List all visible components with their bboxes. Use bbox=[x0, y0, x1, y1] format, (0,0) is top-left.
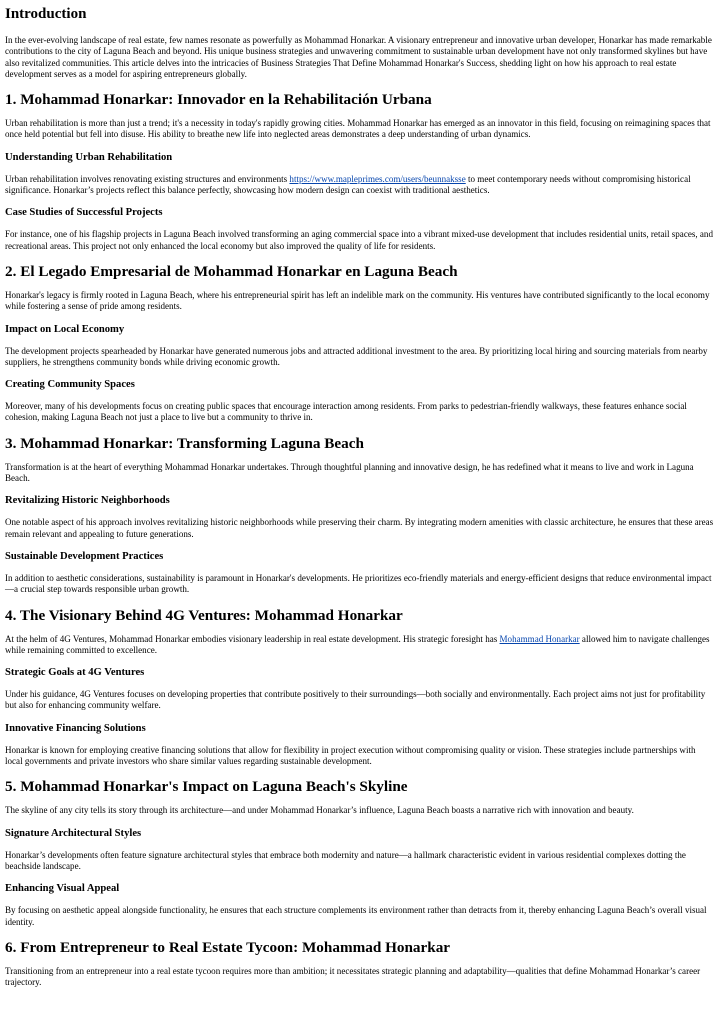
section-6-paragraph: Transitioning from an entrepreneur into a real estate tycoon requires more than ambition; it necessitates strategic planning and adaptability—qualities that define Mohammad Honarkar’s career trajectory. bbox=[5, 965, 701, 988]
mohammad-honarkar-link[interactable]: Mohammad Honarkar bbox=[499, 633, 580, 644]
section-2-sub-1-heading: Impact on Local Economy bbox=[5, 323, 125, 335]
section-4-sub-1-heading: Strategic Goals at 4G Ventures bbox=[5, 667, 145, 679]
section-3-sub-2-heading: Sustainable Development Practices bbox=[5, 550, 164, 562]
section-6-heading: 6. From Entrepreneur to Real Estate Tycoon: Mohammad Honarkar bbox=[5, 938, 451, 956]
section-2-sub-2-paragraph: Moreover, many of his developments focus on creating public spaces that encourage interaction among residents. From parks to pedestrian-friendly walkways, these features enhance social cohesion, making Laguna Beach not just a place to live but a community to thrive in. bbox=[5, 401, 687, 423]
section-3-sub-1-heading: Revitalizing Historic Neighborhoods bbox=[5, 495, 170, 507]
section-1-paragraph: Urban rehabilitation is more than just a trend; it's a necessity in today's rapidly growing cities. Mohammad Honarkar has emerged as an innovator in this field, focusing on reimagining spaces that once held potential but fell into disuse. His ability to breathe new life into neglected areas demonstrates a deep understanding of urban dynamics. bbox=[5, 118, 711, 140]
section-5-sub-1-heading: Signature Architectural Styles bbox=[5, 827, 142, 839]
intro-paragraph: In the ever-evolving landscape of real estate, few names resonate as powerfully as Mohammad Honarkar. A visionary entrepreneur and innovative urban developer, Honarkar has made remarkable contributions to the city of Laguna Beach and beyond. His unique business strategies and unwavering commitment to sustainable urban development have not only transformed skylines but have also revitalized communities. This article delves into the intricacies of Business Strategies That Define Mohammad Honarkar's Success, shedding light on how his approach to real estate development serves as a model for aspiring entrepreneurs globally. bbox=[5, 35, 712, 79]
section-4-text-after: allowed him to navigate challenges while remaining committed to excellence. bbox=[5, 633, 710, 655]
section-1-sub-1-text-before: Urban rehabilitation involves renovating existing structures and environments bbox=[5, 173, 290, 184]
section-4-heading: 4. The Visionary Behind 4G Ventures: Mohammad Honarkar bbox=[5, 606, 403, 624]
section-4-sub-2-heading: Innovative Financing Solutions bbox=[5, 722, 146, 734]
mapleprimes-link[interactable]: https://www.mapleprimes.com/users/beunnaksse bbox=[289, 173, 466, 184]
intro-heading: Introduction bbox=[5, 6, 87, 22]
section-5-paragraph: The skyline of any city tells its story through its architecture—and under Mohammad Honarkar’s influence, Laguna Beach boasts a narrative rich with innovation and beauty. bbox=[5, 805, 634, 816]
section-2-paragraph: Honarkar's legacy is firmly rooted in Laguna Beach, where his entrepreneurial spirit has left an indelible mark on the community. His ventures have contributed significantly to the local economy while fostering a sense of pride among residents. bbox=[5, 289, 710, 312]
section-4-paragraph bbox=[5, 634, 715, 657]
section-2-sub-2-heading: Creating Community Spaces bbox=[5, 379, 135, 391]
section-4-text-before: At the helm of 4G Ventures, Mohammad Honarkar embodies visionary leadership in real estate development. His strategic foresight has bbox=[5, 633, 500, 644]
section-3-heading: 3. Mohammad Honarkar: Transforming Laguna Beach bbox=[5, 434, 364, 452]
section-5-sub-2-paragraph: By focusing on aesthetic appeal alongside functionality, he ensures that each structure complements its environment rather than detracts from it, thereby enhancing Laguna Beach’s overall visual identity. bbox=[5, 905, 707, 927]
section-1-sub-1-paragraph bbox=[5, 174, 715, 197]
section-3-paragraph: Transformation is at the heart of everything Mohammad Honarkar undertakes. Through thoughtful planning and innovative design, he has redefined what it means to live and work in Laguna Beach. bbox=[5, 461, 694, 484]
section-5-heading: 5. Mohammad Honarkar's Impact on Laguna Beach's Skyline bbox=[5, 778, 408, 796]
section-1-sub-2-heading: Case Studies of Successful Projects bbox=[5, 207, 163, 219]
section-1-heading: 1. Mohammad Honarkar: Innovador en la Rehabilitación Urbana bbox=[5, 91, 432, 109]
section-2-heading: 2. El Legado Empresarial de Mohammad Honarkar en Laguna Beach bbox=[5, 262, 458, 280]
section-1-sub-2-paragraph: For instance, one of his flagship projects in Laguna Beach involved transforming an aging commercial space into a vibrant mixed-use development that includes residential units, retail spaces, and recreational areas. This project not only enhanced the local economy but also improved the quality of life for residents. bbox=[5, 229, 713, 251]
section-5-sub-2-heading: Enhancing Visual Appeal bbox=[5, 883, 120, 895]
section-2-sub-1-paragraph: The development projects spearheaded by Honarkar have generated numerous jobs and attracted additional investment to the area. By prioritizing local hiring and sourcing materials from nearby suppliers, he strengthens community bonds while driving economic growth. bbox=[5, 345, 708, 367]
section-4-sub-1-paragraph: Under his guidance, 4G Ventures focuses on developing properties that contribute positively to their surroundings—both socially and environmentally. Each project aims not just for profitability but also for enhancing community welfare. bbox=[5, 689, 706, 711]
section-1-sub-1-heading: Understanding Urban Rehabilitation bbox=[5, 151, 173, 163]
section-5-sub-1-paragraph: Honarkar’s developments often feature signature architectural styles that embrace both modernity and nature—a hallmark characteristic evident in various residential complexes dotting the beachside landscape. bbox=[5, 849, 686, 871]
section-1-sub-1-text-after: to meet contemporary needs without compromising historical significance. Honarkar’s projects reflect this balance perfectly, showcasing how modern design can coexist with traditional aesthetics. bbox=[5, 173, 691, 196]
section-4-sub-2-paragraph: Honarkar is known for employing creative financing solutions that allow for flexibility in project execution without compromising quality or vision. These strategies include partnerships with local governments and private investors who share similar values regarding sustainable development. bbox=[5, 744, 696, 767]
section-3-sub-2-paragraph: In addition to aesthetic considerations, sustainability is paramount in Honarkar's developments. He prioritizes eco-friendly materials and energy-efficient designs that reduce environmental impact—a crucial step towards responsible urban growth. bbox=[5, 572, 712, 595]
section-3-sub-1-paragraph: One notable aspect of his approach involves revitalizing historic neighborhoods while preserving their charm. By integrating modern amenities with classic architecture, he ensures that these areas remain relevant and appealing to future generations. bbox=[5, 517, 714, 539]
